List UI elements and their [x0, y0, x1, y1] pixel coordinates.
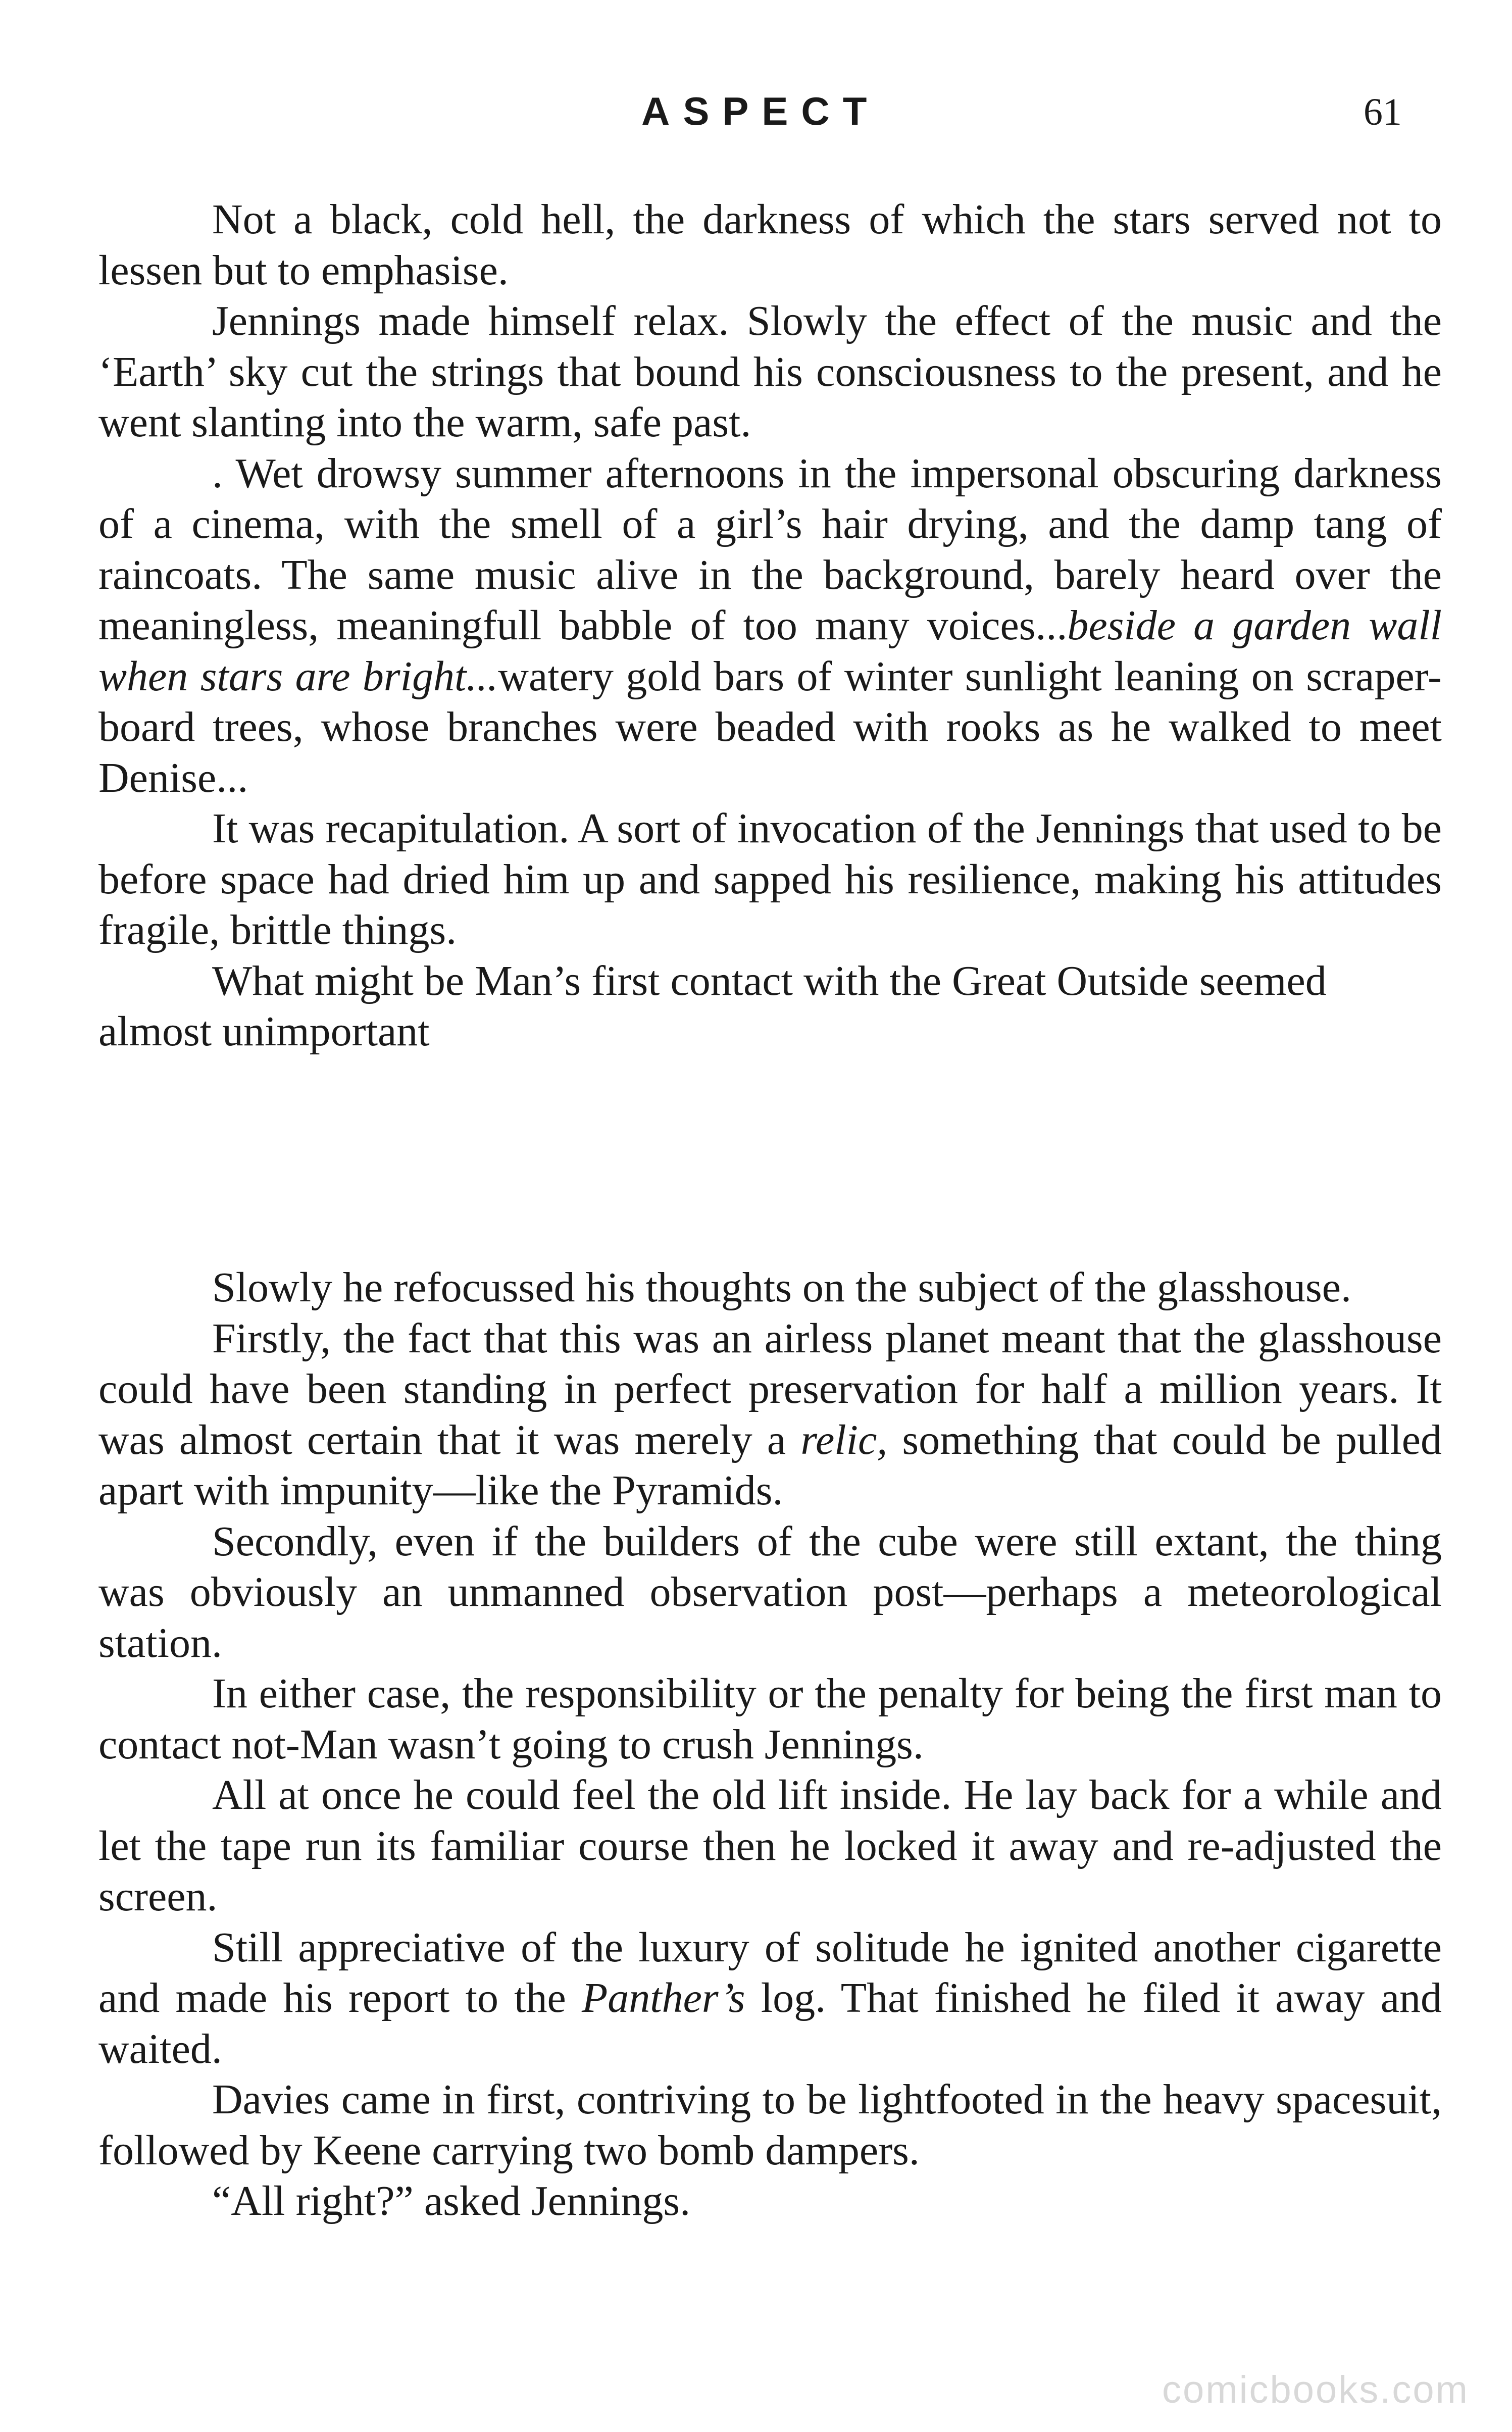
paragraph-text: What might be Man’s first contact with the Great Outside seemed almost unimportant	[98, 957, 1327, 1055]
paragraph	[98, 1516, 1442, 1669]
paragraph-text: . Wet drowsy summer afternoons in the impersonal obscuring darkness of a cinema, with the smell of a girl’s hair drying, and the damp tang of raincoats. The same music alive in the background, barely heard over the meaningless, meaningfull babble of too many voices...	[98, 449, 1442, 649]
paragraph-text: In either case, the responsibility or the penalty for being the first man to contact not-Man wasn’t going to crush Jennings.	[98, 1670, 1442, 1768]
paragraph-text: Davies came in first, contriving to be lightfooted in the heavy spacesuit, followed by Keene carrying two bomb dampers.	[98, 2076, 1442, 2174]
paragraph-text: log. That finished he filed it away and waited.	[98, 1974, 1442, 2072]
text-section-one	[98, 194, 1442, 1057]
running-title: ASPECT	[641, 89, 880, 133]
paragraph	[98, 803, 1442, 956]
watermark: comicbooks.com	[1162, 2368, 1469, 2411]
page-number: 61	[1364, 91, 1402, 133]
paragraph-text: Secondly, even if the builders of the cube were still extant, the thing was obviously an unmanned observation post—perhaps a meteorological station.	[98, 1517, 1442, 1666]
paragraph-text: It was recapitulation. A sort of invocation of the Jennings that used to be before space had dried him up and sapped his resilience, making his attitudes fragile, brittle things.	[98, 805, 1442, 953]
paragraph	[98, 956, 1442, 1057]
paragraph-text: Still appreciative of the luxury of solitude he ignited another cigarette and made his report to the	[98, 1923, 1442, 2021]
paragraph	[98, 1262, 1442, 1313]
paragraph-text: Slowly he refocussed his thoughts on the subject of the glasshouse.	[212, 1264, 1352, 1311]
paragraph-text: something that could be pulled apart with impunity—like the Pyramids.	[98, 1416, 1442, 1514]
paragraph	[98, 296, 1442, 448]
paragraph	[98, 448, 1442, 804]
paragraph	[98, 1770, 1442, 1922]
paragraph	[98, 194, 1442, 296]
paragraph	[98, 2176, 1442, 2227]
paragraph-text: watery gold bars of winter sunlight leaning on scraper-board trees, whose branches were beaded with rooks as he walked to meet Denise...	[98, 652, 1442, 801]
paragraph-text: “All right?” asked Jennings.	[212, 2177, 691, 2224]
paragraph-text: All at once he could feel the old lift inside. He lay back for a while and let the tape run its familiar course then he locked it away and re-adjusted the screen.	[98, 1771, 1442, 1920]
paragraph	[98, 1922, 1442, 2075]
italic-ship-name: Panther’s	[581, 1974, 745, 2021]
paragraph-text: Jennings made himself relax. Slowly the effect of the music and the ‘Earth’ sky cut the strings that bound his consciousness to the present, and he went slanting into the warm, safe past.	[98, 297, 1442, 446]
paragraph-text: Firstly, the fact that this was an airless planet meant that the glasshouse could have been standing in perfect preservation for half a million years. It was almost certain that it was merely a	[98, 1314, 1442, 1463]
paragraph	[98, 1668, 1442, 1770]
italic-word: relic,	[800, 1416, 888, 1463]
paragraph	[98, 1313, 1442, 1516]
text-section-two	[98, 1262, 1442, 2227]
paragraph-text: Not a black, cold hell, the darkness of which the stars served not to lessen but to emphasise.	[98, 196, 1442, 294]
italic-song-lyric: beside a garden wall when stars are bright...	[98, 602, 1442, 700]
paragraph	[98, 2074, 1442, 2176]
running-head	[0, 88, 1512, 144]
